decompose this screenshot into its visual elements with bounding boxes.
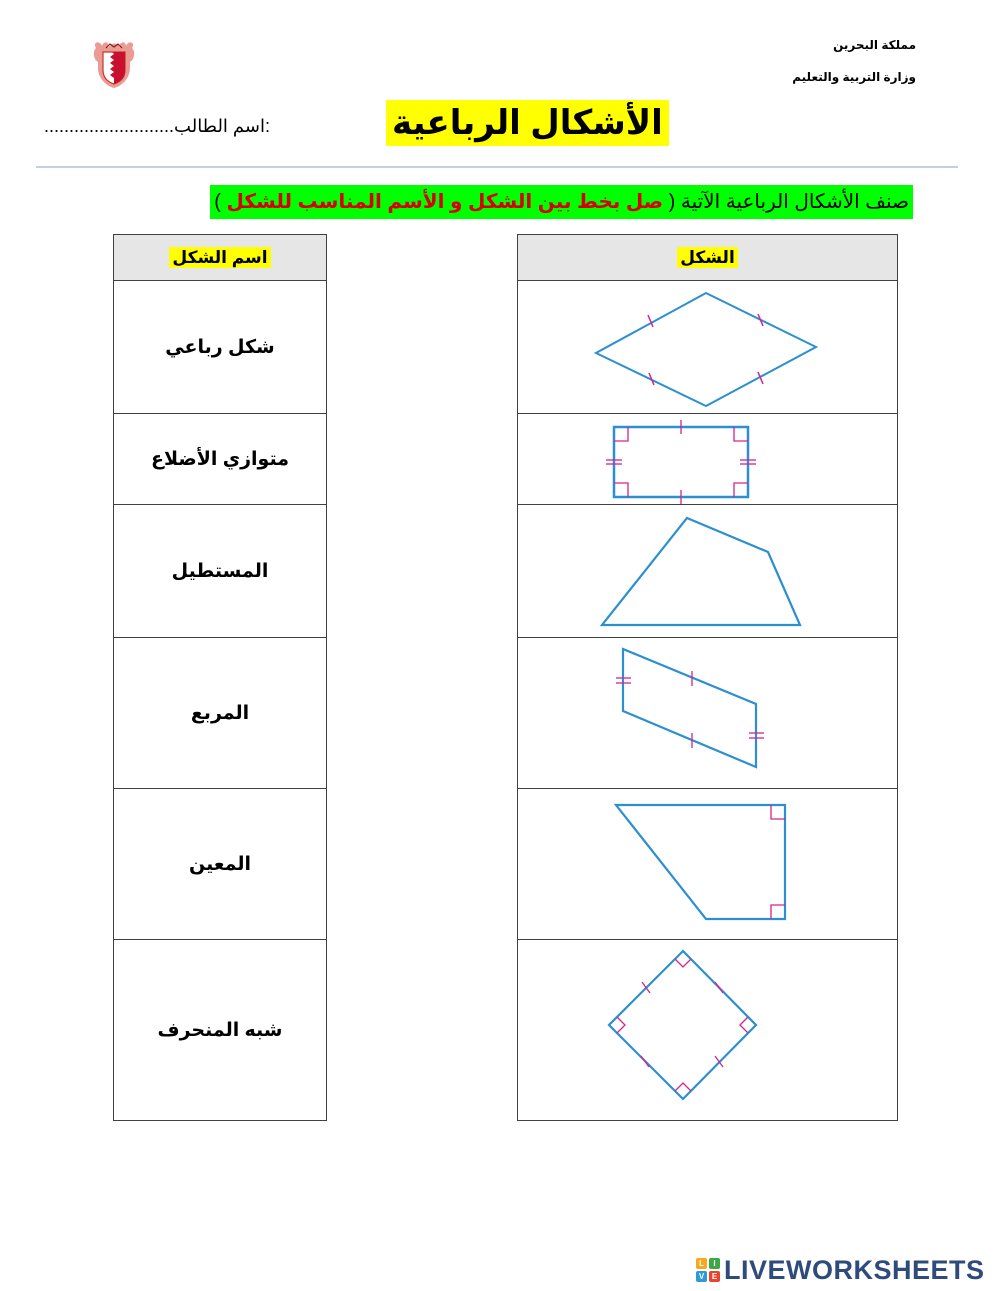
rectangle-shape <box>518 415 897 504</box>
instruction-part-1: صنف الأشكال الرباعية الآتية ( <box>668 191 909 213</box>
student-name-field[interactable] <box>44 116 270 137</box>
rhombus-shape <box>518 282 897 413</box>
kingdom-name: مملكة البحرين <box>833 38 916 52</box>
trapezoid-shape <box>518 790 897 939</box>
shape-cell-rectangle[interactable] <box>518 414 898 505</box>
quadrilateral-shape <box>518 506 897 637</box>
instruction-part-2: ) <box>214 191 221 213</box>
logo-letter-v: V <box>696 1271 707 1282</box>
name-option[interactable]: شكل رباعي <box>114 281 327 414</box>
names-header: اسم الشكل <box>169 247 270 268</box>
bahrain-emblem-icon <box>90 38 138 90</box>
parallelogram-shape <box>518 639 897 788</box>
logo-letter-i: I <box>709 1258 720 1269</box>
shape-names-table <box>113 234 327 1121</box>
logo-letter-l: L <box>696 1258 707 1269</box>
shape-cell-square[interactable] <box>518 940 898 1121</box>
student-name-blank[interactable]: .......................... <box>44 116 175 136</box>
shapes-table <box>517 234 898 1121</box>
liveworksheets-logo[interactable] <box>696 1254 985 1286</box>
liveworksheets-wordmark: LIVEWORKSHEETS <box>724 1254 985 1285</box>
name-option[interactable]: المستطيل <box>114 505 327 638</box>
shape-cell-quadrilateral[interactable] <box>518 505 898 638</box>
instruction-text <box>210 185 913 219</box>
name-option[interactable]: متوازي الأضلاع <box>114 414 327 505</box>
names-header-cell <box>114 235 327 281</box>
name-option[interactable]: شبه المنحرف <box>114 940 327 1121</box>
liveworksheets-icon <box>696 1258 720 1282</box>
shapes-header-cell <box>518 235 898 281</box>
student-name-label: اسم الطالب: <box>174 116 271 136</box>
header-block <box>792 36 916 86</box>
shape-cell-trapezoid[interactable] <box>518 789 898 940</box>
header-divider <box>36 166 958 168</box>
shapes-header: الشكل <box>677 247 738 268</box>
name-option[interactable]: المعين <box>114 789 327 940</box>
instruction-highlight: صل بخط بين الشكل و الأسم المناسب للشكل <box>226 191 664 213</box>
logo-letter-e: E <box>709 1271 720 1282</box>
square-shape <box>518 941 897 1120</box>
name-option[interactable]: المربع <box>114 638 327 789</box>
shape-cell-rhombus[interactable] <box>518 281 898 414</box>
ministry-name: وزارة التربية والتعليم <box>792 70 916 84</box>
shape-cell-parallelogram[interactable] <box>518 638 898 789</box>
page-title: الأشكال الرباعية <box>386 100 669 146</box>
